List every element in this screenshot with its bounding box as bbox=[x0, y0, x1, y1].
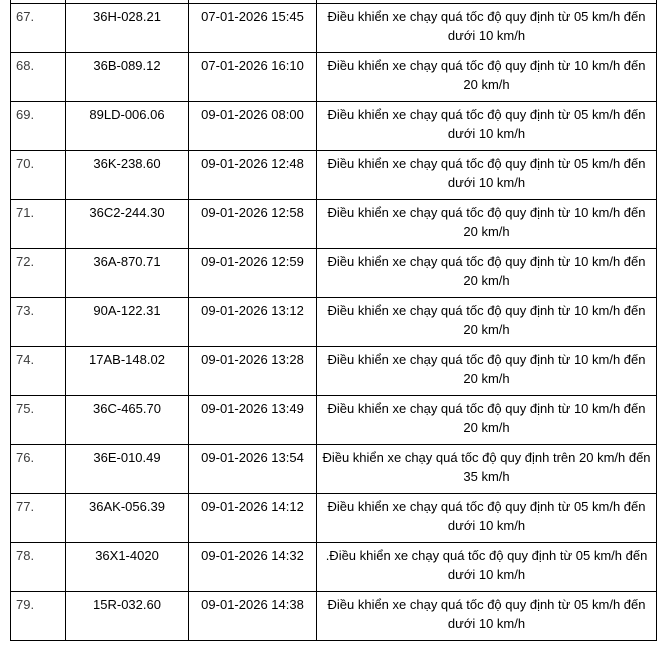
license-plate-cell: 36A-870.71 bbox=[66, 249, 189, 298]
license-plate-cell: 15R-032.60 bbox=[66, 592, 189, 641]
table-row bbox=[11, 298, 657, 347]
violation-desc-cell: Điều khiển xe chạy quá tốc độ quy định từ 10 km/h đến 20 km/h bbox=[317, 53, 657, 102]
license-plate-cell: 89LD-006.06 bbox=[66, 102, 189, 151]
license-plate-cell: 17AB-148.02 bbox=[66, 347, 189, 396]
row-number-cell: 67. bbox=[11, 4, 66, 53]
violation-time-cell: 09-01-2026 13:49 bbox=[189, 396, 317, 445]
license-plate-cell: 36H-028.21 bbox=[66, 4, 189, 53]
row-number-cell: 71. bbox=[11, 200, 66, 249]
violation-time-cell: 09-01-2026 12:59 bbox=[189, 249, 317, 298]
row-number-cell: 77. bbox=[11, 494, 66, 543]
row-number-cell: 79. bbox=[11, 592, 66, 641]
table-row bbox=[11, 200, 657, 249]
violation-desc-cell: Điều khiển xe chạy quá tốc độ quy định từ 10 km/h đến 20 km/h bbox=[317, 200, 657, 249]
violation-time-cell: 09-01-2026 14:32 bbox=[189, 543, 317, 592]
violation-time-cell: 09-01-2026 08:00 bbox=[189, 102, 317, 151]
table-row bbox=[11, 592, 657, 641]
table-row bbox=[11, 4, 657, 53]
violation-desc-cell: Điều khiển xe chạy quá tốc độ quy định từ 05 km/h đến dưới 10 km/h bbox=[317, 592, 657, 641]
violation-desc-cell: Điều khiển xe chạy quá tốc độ quy định từ 10 km/h đến 20 km/h bbox=[317, 249, 657, 298]
violation-desc-cell: .Điều khiển xe chạy quá tốc độ quy định từ 05 km/h đến dưới 10 km/h bbox=[317, 543, 657, 592]
violation-desc-cell: Điều khiển xe chạy quá tốc độ quy định từ 10 km/h đến 20 km/h bbox=[317, 298, 657, 347]
violations-table bbox=[10, 0, 657, 641]
violations-table-container bbox=[10, 0, 666, 641]
row-number-cell: 78. bbox=[11, 543, 66, 592]
license-plate-cell: 36AK-056.39 bbox=[66, 494, 189, 543]
violation-time-cell: 09-01-2026 12:58 bbox=[189, 200, 317, 249]
violation-time-cell: 07-01-2026 16:10 bbox=[189, 53, 317, 102]
table-row bbox=[11, 249, 657, 298]
violation-desc-cell: Điều khiển xe chạy quá tốc độ quy định trên 20 km/h đến 35 km/h bbox=[317, 445, 657, 494]
license-plate-cell: 36X1-4020 bbox=[66, 543, 189, 592]
table-row bbox=[11, 102, 657, 151]
violation-desc-cell: Điều khiển xe chạy quá tốc độ quy định từ 05 km/h đến dưới 10 km/h bbox=[317, 494, 657, 543]
table-row bbox=[11, 543, 657, 592]
row-number-cell: 68. bbox=[11, 53, 66, 102]
violation-desc-cell: Điều khiển xe chạy quá tốc độ quy định từ 05 km/h đến dưới 10 km/h bbox=[317, 151, 657, 200]
license-plate-cell: 36B-089.12 bbox=[66, 53, 189, 102]
violation-time-cell: 09-01-2026 12:48 bbox=[189, 151, 317, 200]
row-number-cell: 69. bbox=[11, 102, 66, 151]
violation-time-cell: 09-01-2026 13:54 bbox=[189, 445, 317, 494]
row-number-cell: 75. bbox=[11, 396, 66, 445]
table-row bbox=[11, 347, 657, 396]
license-plate-cell: 36K-238.60 bbox=[66, 151, 189, 200]
license-plate-cell: 36E-010.49 bbox=[66, 445, 189, 494]
violation-time-cell: 09-01-2026 13:12 bbox=[189, 298, 317, 347]
violation-desc-cell: Điều khiển xe chạy quá tốc độ quy định từ 10 km/h đến 20 km/h bbox=[317, 396, 657, 445]
table-row bbox=[11, 445, 657, 494]
table-row bbox=[11, 396, 657, 445]
license-plate-cell: 36C-465.70 bbox=[66, 396, 189, 445]
table-row bbox=[11, 53, 657, 102]
row-number-cell: 74. bbox=[11, 347, 66, 396]
violation-desc-cell: Điều khiển xe chạy quá tốc độ quy định từ 10 km/h đến 20 km/h bbox=[317, 347, 657, 396]
table-row bbox=[11, 151, 657, 200]
violation-desc-cell: Điều khiển xe chạy quá tốc độ quy định từ 05 km/h đến dưới 10 km/h bbox=[317, 102, 657, 151]
row-number-cell: 73. bbox=[11, 298, 66, 347]
row-number-cell: 72. bbox=[11, 249, 66, 298]
violation-time-cell: 09-01-2026 14:38 bbox=[189, 592, 317, 641]
violation-time-cell: 09-01-2026 14:12 bbox=[189, 494, 317, 543]
row-number-cell: 70. bbox=[11, 151, 66, 200]
violation-time-cell: 09-01-2026 13:28 bbox=[189, 347, 317, 396]
license-plate-cell: 90A-122.31 bbox=[66, 298, 189, 347]
violation-desc-cell: Điều khiển xe chạy quá tốc độ quy định từ 05 km/h đến dưới 10 km/h bbox=[317, 4, 657, 53]
license-plate-cell: 36C2-244.30 bbox=[66, 200, 189, 249]
row-number-cell: 76. bbox=[11, 445, 66, 494]
violation-time-cell: 07-01-2026 15:45 bbox=[189, 4, 317, 53]
table-row bbox=[11, 494, 657, 543]
